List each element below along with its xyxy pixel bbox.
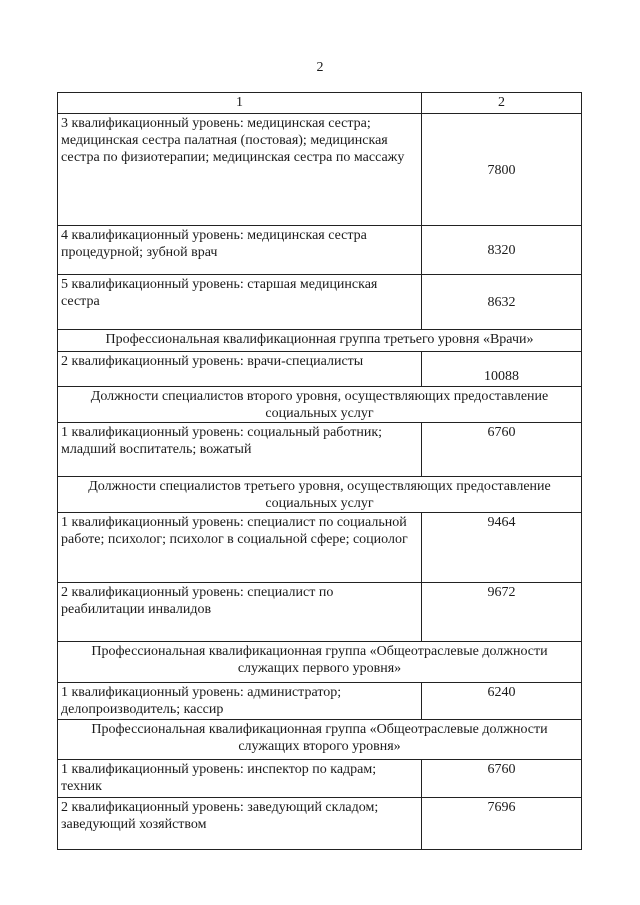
position-cell: 2 квалификационный уровень: заведующий складом; заведующий хозяйством	[58, 798, 422, 850]
position-cell: 1 квалификационный уровень: социальный работник; младший воспитатель; вожатый	[58, 423, 422, 477]
table-row	[58, 760, 582, 798]
group-header-row	[58, 720, 582, 760]
table-row	[58, 114, 582, 226]
table-row	[58, 513, 582, 583]
table-row	[58, 423, 582, 477]
column-header-1: 1	[58, 93, 422, 114]
position-cell: 1 квалификационный уровень: администратор; делопроизводитель; кассир	[58, 683, 422, 720]
table-row	[58, 683, 582, 720]
table-row	[58, 226, 582, 275]
table-row	[58, 798, 582, 850]
salary-cell: 6760	[422, 423, 582, 477]
column-header-2: 2	[422, 93, 582, 114]
table-row	[58, 275, 582, 330]
salary-cell: 10088	[422, 352, 582, 387]
group-header: Профессиональная квалификационная группа третьего уровня «Врачи»	[58, 330, 582, 352]
position-cell: 4 квалификационный уровень: медицинская сестра процедурной; зубной врач	[58, 226, 422, 275]
position-cell: 1 квалификационный уровень: инспектор по кадрам; техник	[58, 760, 422, 798]
group-header: Профессиональная квалификационная группа «Общеотраслевые должности служащих второго уровня»	[58, 720, 582, 760]
group-header: Профессиональная квалификационная группа «Общеотраслевые должности служащих первого уровня»	[58, 642, 582, 683]
position-cell: 5 квалификационный уровень: старшая медицинская сестра	[58, 275, 422, 330]
salary-cell: 6760	[422, 760, 582, 798]
page-number: 2	[316, 60, 324, 75]
salary-cell: 9672	[422, 583, 582, 642]
group-header-row	[58, 477, 582, 513]
position-cell: 2 квалификационный уровень: врачи-специалисты	[58, 352, 422, 387]
position-cell: 2 квалификационный уровень: специалист по реабилитации инвалидов	[58, 583, 422, 642]
table-row	[58, 352, 582, 387]
salary-cell: 6240	[422, 683, 582, 720]
table-header-row	[58, 93, 582, 114]
position-cell: 1 квалификационный уровень: специалист по социальной работе; психолог; психолог в социальной сфере; социолог	[58, 513, 422, 583]
salary-cell: 9464	[422, 513, 582, 583]
salary-table	[57, 92, 582, 850]
salary-cell: 7696	[422, 798, 582, 850]
group-header-row	[58, 642, 582, 683]
group-header: Должности специалистов третьего уровня, осуществляющих предоставление социальных услуг	[58, 477, 582, 513]
salary-cell: 7800	[422, 114, 582, 226]
group-header-row	[58, 387, 582, 423]
salary-cell: 8320	[422, 226, 582, 275]
group-header: Должности специалистов второго уровня, осуществляющих предоставление социальных услуг	[58, 387, 582, 423]
group-header-row	[58, 330, 582, 352]
position-cell: 3 квалификационный уровень: медицинская сестра; медицинская сестра палатная (постовая); медицинская сестра по физиотерапии; медицинская сестра по массажу	[58, 114, 422, 226]
table-row	[58, 583, 582, 642]
salary-cell: 8632	[422, 275, 582, 330]
